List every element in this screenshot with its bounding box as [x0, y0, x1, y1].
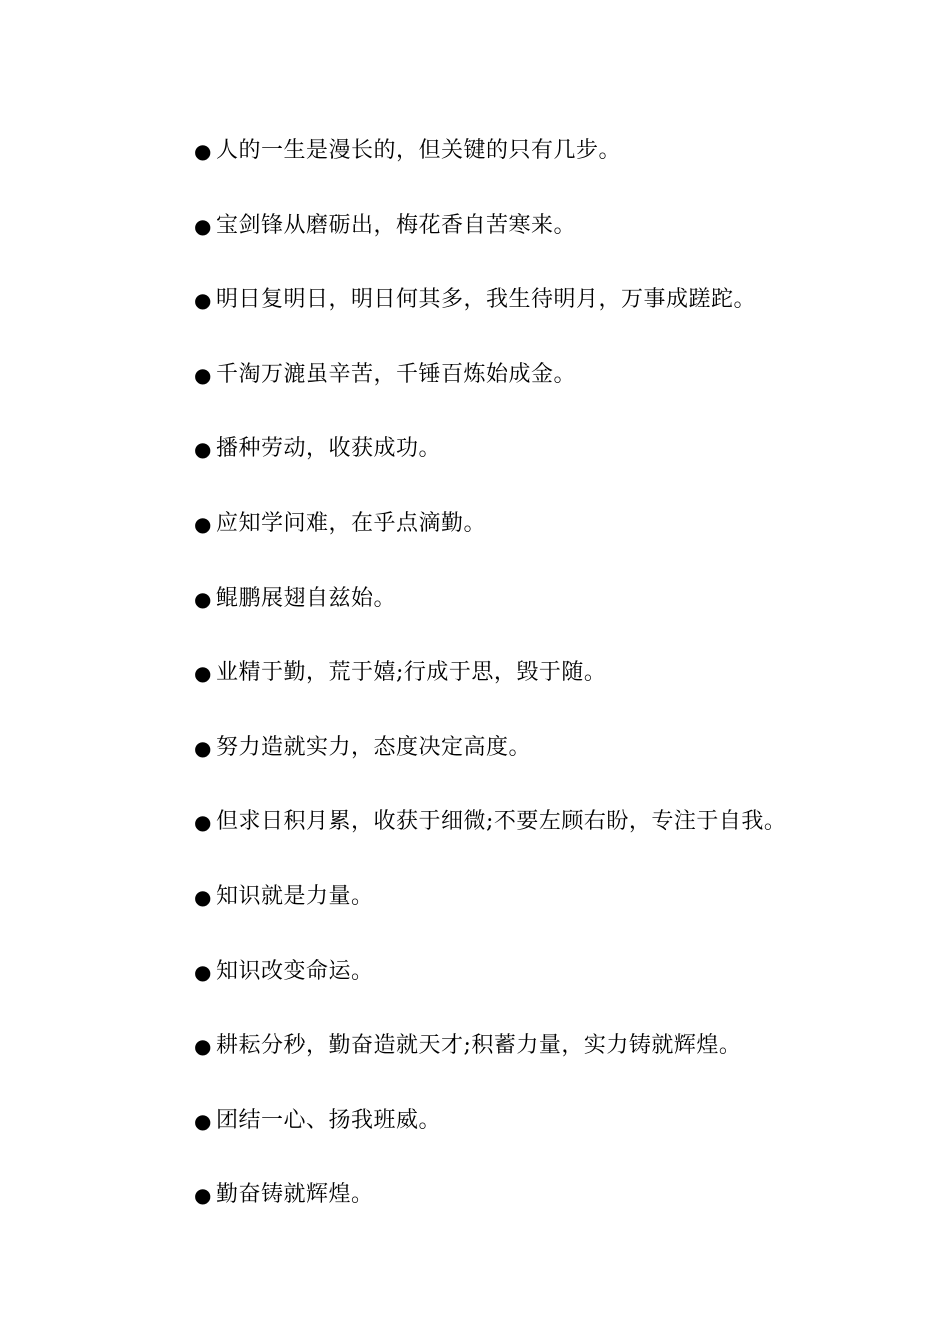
quote-text: 人的一生是漫长的，但关键的只有几步。: [216, 138, 622, 163]
quote-text: 宝剑锋从磨砺出，梅花香自苦寒来。: [216, 212, 577, 238]
bullet-icon: ●: [194, 884, 212, 909]
list-item: [194, 1176, 786, 1251]
list-item: [194, 654, 786, 729]
bullet-icon: ●: [194, 1034, 212, 1059]
list-item: [194, 207, 786, 282]
quote-list: [194, 132, 786, 1251]
list-item: [194, 1102, 786, 1177]
quote-text: 应知学问难，在乎点滴勤。: [216, 510, 487, 536]
list-item: [194, 580, 786, 655]
bullet-icon: ●: [194, 362, 212, 387]
bullet-icon: ●: [194, 810, 212, 835]
quote-text: 勤奋铸就辉煌。: [216, 1182, 374, 1208]
list-item: [194, 1027, 786, 1102]
list-item: [194, 505, 786, 580]
bullet-icon: ●: [194, 1183, 212, 1208]
bullet-icon: ●: [194, 1108, 212, 1133]
list-item: [194, 356, 786, 431]
bullet-icon: ●: [194, 511, 212, 536]
quote-text: 耕耘分秒，勤奋造就天才;积蓄力量，实力铸就辉煌。: [216, 1033, 742, 1059]
list-item: [194, 729, 786, 804]
quote-text: 鲲鹏展翅自兹始。: [216, 585, 397, 611]
list-item: [194, 878, 786, 953]
bullet-icon: ●: [194, 586, 212, 611]
bullet-icon: ●: [194, 288, 212, 313]
bullet-icon: ●: [194, 661, 212, 686]
quote-text: 播种劳动，收获成功。: [216, 436, 442, 462]
bullet-icon: ●: [194, 139, 212, 163]
quote-text: 努力造就实力，态度决定高度。: [216, 734, 532, 760]
bullet-icon: ●: [194, 437, 212, 462]
list-item: [194, 430, 786, 505]
quote-text: 但求日积月累，收获于细微;不要左顾右盼，专注于自我。: [216, 809, 787, 835]
list-item: [194, 953, 786, 1028]
quote-text: 知识改变命运。: [216, 958, 374, 984]
quote-text: 业精于勤，荒于嬉;行成于思，毁于随。: [216, 660, 607, 686]
quote-text: 知识就是力量。: [216, 883, 374, 909]
list-item: [194, 281, 786, 356]
list-item: [194, 803, 786, 878]
bullet-icon: ●: [194, 213, 212, 238]
quote-text: 明日复明日，明日何其多，我生待明月，万事成蹉跎。: [216, 287, 757, 313]
bullet-icon: ●: [194, 959, 212, 984]
quote-text: 千淘万漉虽辛苦，千锤百炼始成金。: [216, 361, 577, 387]
quote-text: 团结一心、扬我班威。: [216, 1107, 442, 1133]
list-item: [194, 132, 786, 207]
bullet-icon: ●: [194, 735, 212, 760]
